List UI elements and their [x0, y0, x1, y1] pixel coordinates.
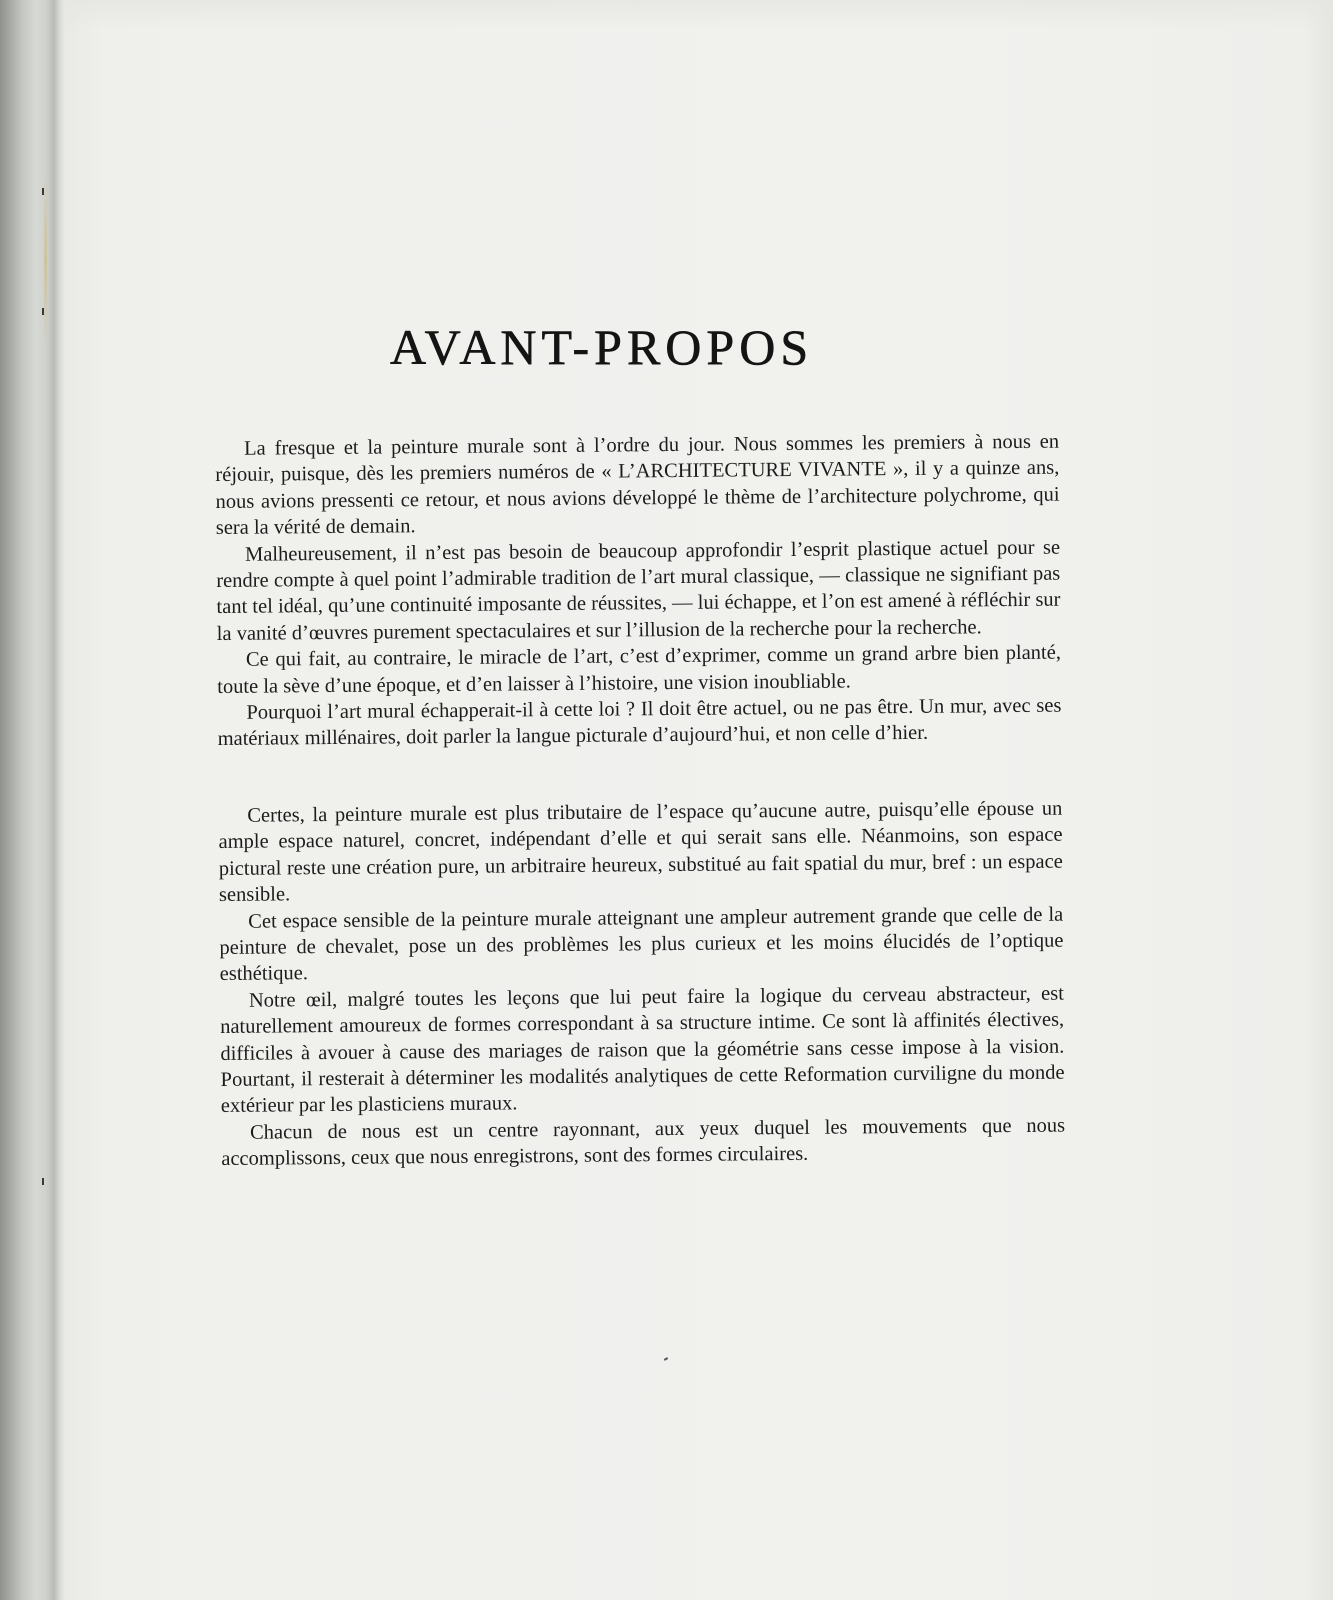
page-body	[215, 429, 1065, 1173]
paragraph: Cet espace sensible de la peinture murale atteignant une ampleur autrement grande que celle de la peinture de chevalet, pose un des problèmes les plus curieux et les moins élucidés de l’optique esthétique.	[219, 903, 1064, 986]
page-edge-stain	[44, 175, 47, 345]
paragraph: Ce qui fait, au contraire, le miracle de l’art, c’est d’exprimer, comme un grand arbre bien planté, toute la sève d’une époque, et d’en laisser à l’histoire, une vision inoubliable.	[217, 641, 1062, 698]
page-shadow	[64, 0, 1333, 30]
book-page	[64, 0, 1333, 1600]
binding-mark	[42, 308, 44, 315]
paragraph: Certes, la peinture murale est plus tributaire de l’espace qu’aucune autre, puisqu’elle épouse un ample espace naturel, concret, indépendant d’elle et qui serait sans elle. Néanmoins, son espace pictural reste une création pure, un arbitraire heureux, substitué au fait spatial du mur, bref : un espace sensible.	[218, 797, 1063, 907]
paragraph: Chacun de nous est un centre rayonnant, aux yeux duquel les mouvements que nous accomplissons, ceux que nous enregistrons, sont des formes circulaires.	[221, 1114, 1066, 1171]
section-spacer	[218, 745, 1062, 802]
book-binding	[0, 0, 64, 1600]
paragraph: La fresque et la peinture murale sont à l’ordre du jour. Nous sommes les premiers à nous en réjouir, puisque, dès les premiers numéros de « L’ARCHITECTURE VIVANTE », il y a quinze ans, nous avions pressenti ce retour, et nous avions développé le thème de l’architecture polychrome, qui sera la vérité de demain.	[215, 430, 1060, 540]
paragraph: Malheureusement, il n’est pas besoin de beaucoup approfondir l’esprit plastique actuel pour se rendre compte à quel point l’admirable tradition de l’art mural classique, — classique ne signifiant pas tant tel idéal, qu’une continuité imposante de réussites, — lui échappe, et l’on est amené à réfléchir sur la vanité d’œuvres purement spectaculaires et sur l’illusion de la recherche pour la recherche.	[216, 536, 1061, 645]
paragraph: Pourquoi l’art mural échapperait-il à cette loi ? Il doit être actuel, ou ne pas être. Un mur, avec ses matériaux millénaires, doit parler la langue picturale d’aujourd’hui, et non celle d’hier.	[217, 694, 1062, 751]
ink-speck	[664, 1357, 668, 1361]
paragraph: Notre œil, malgré toutes les leçons que lui peut faire la logique du cerveau abstracteur, est naturellement amoureux de formes correspondant à sa structure intime. Ce sont là affinités électives, difficiles à avouer à cause des mariages de raison que la géométrie sans cesse impose à la vision. Pourtant, il resterait à déterminer les modalités analytiques de cette Reformation curviligne du monde extérieur par les plasticiens muraux.	[220, 982, 1065, 1118]
binding-mark	[42, 1178, 44, 1185]
page-title: AVANT-PROPOS	[390, 319, 814, 375]
binding-mark	[42, 188, 44, 195]
